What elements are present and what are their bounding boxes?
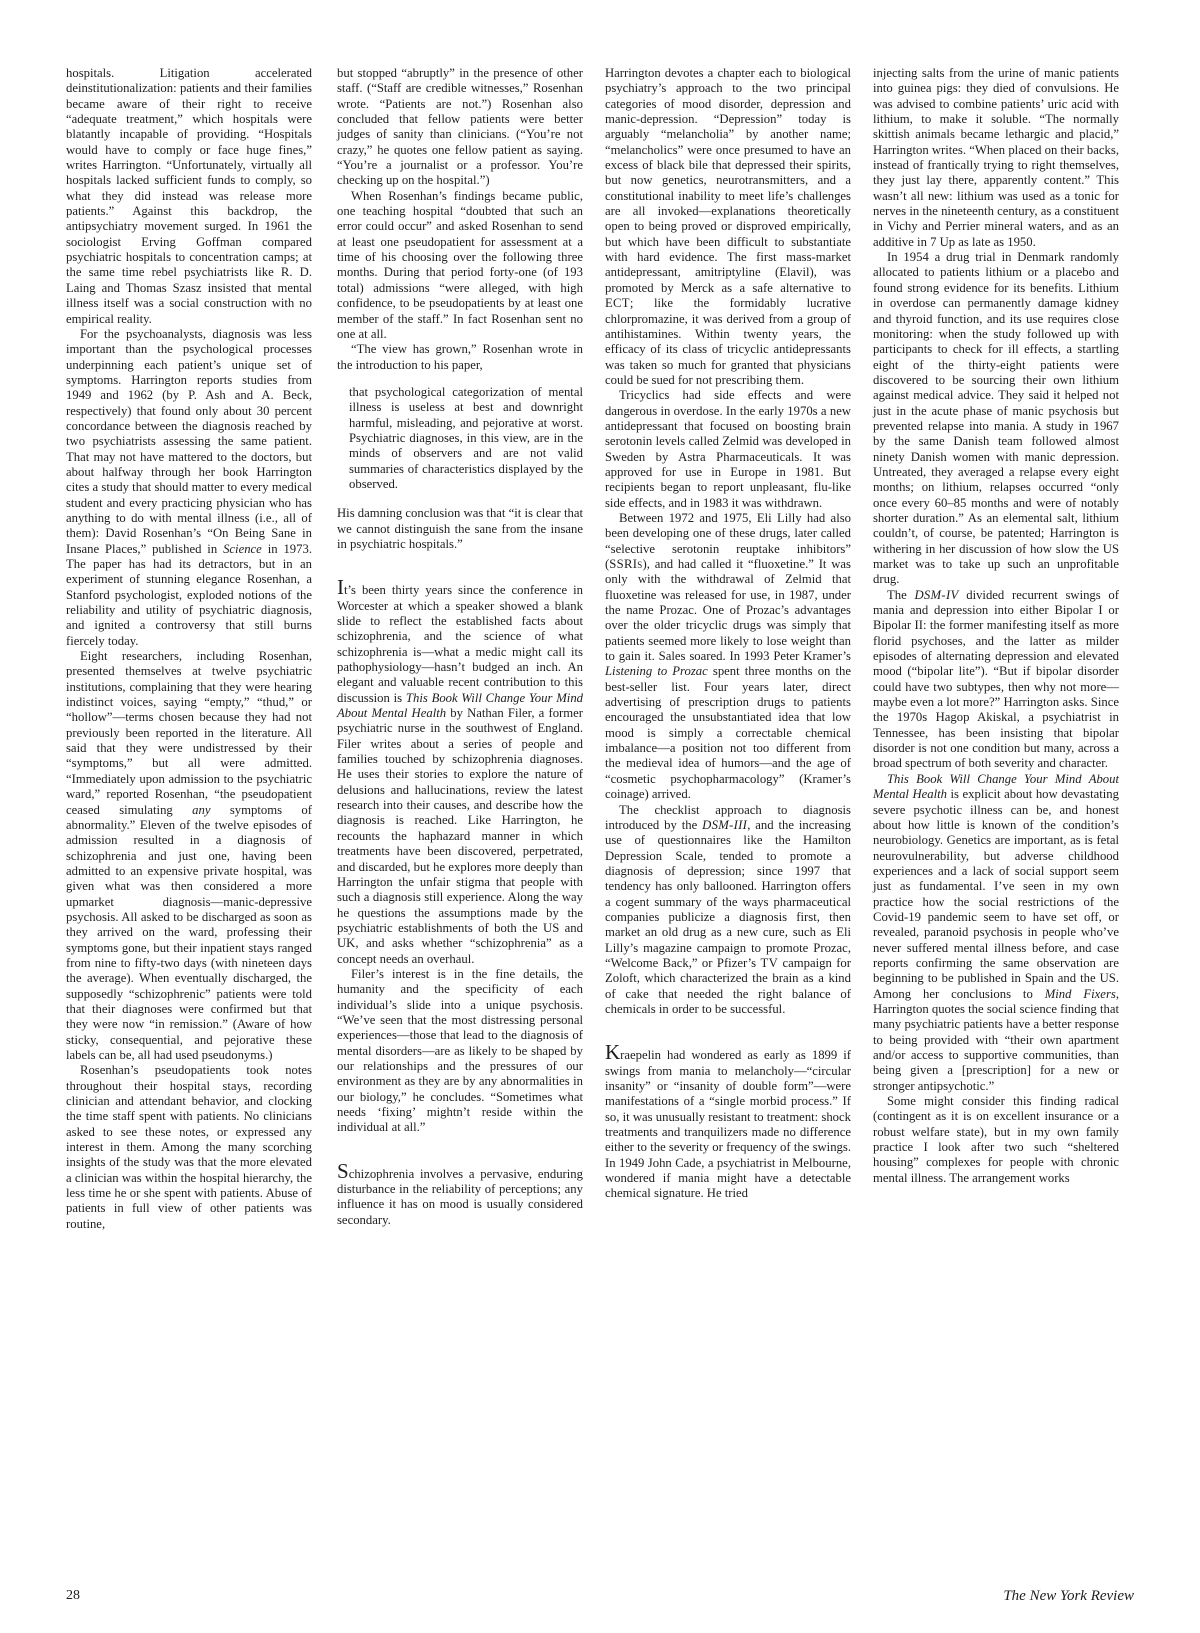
section-break bbox=[337, 1136, 583, 1164]
section-opening-paragraph: Schizophrenia involves a pervasive, enduring disturbance in the reliability of perceptions; any influence it has on mood is usually considered secondary. bbox=[337, 1158, 583, 1227]
text-column-2 bbox=[337, 66, 583, 1228]
block-quote: that psychological categorization of mental illness is useless at best and downright harmful, misleading, and pejorative at worst. Psychiatric diagnoses, in this view, are in the minds of observers and are not valid summaries of characteristics displayed by the observed. bbox=[349, 384, 583, 491]
text-column-1 bbox=[66, 66, 312, 1232]
paragraph: hospitals. Litigation accelerated deinstitutionalization: patients and their families became aware of their right to receive “adequate treatment,” which hospitals were blatantly incapable of providing. “Hospitals would have to comply or face huge fines,” writes Harrington. “Unfortunately, virtually all hospitals lacked sufficient funds to comply, so what they did instead was release more patients.” Against this backdrop, the antipsychiatry movement surged. In 1961 the sociologist Erving Goffman compared psychiatric hospitals to concentration camps; at the same time rebel psychiatrists like R. D. Laing and Thomas Szasz insisted that mental illness itself was a social construction with no empirical reality. bbox=[66, 66, 312, 326]
text-column-3 bbox=[605, 66, 851, 1202]
paragraph: Eight researchers, including Rosenhan, presented themselves at twelve psychiatric institutions, complaining that they were hearing indistinct voices, saying “empty,” “thud,” or “hollow”—terms chosen because they had not previously been reported in the literature. All said that they were undistressed by their “symptoms,” but all were admitted. “Immediately upon admission to the psychiatric ward,” reported Rosenhan, “the pseudopatient ceased simulating any symptoms of abnormality.” Eleven of the twelve episodes of admission resulted in a diagnosis of schizophrenia and just one, having been admitted to an expensive private hospital, was given what was then considered a more upmarket diagnosis—manic-depressive psychosis. All asked to be discharged as soon as they arrived on the ward, professing their symptoms gone, but their inpatient stays ranged from nine to fifty-two days (with nineteen days the average). When eventually discharged, the supposedly “schizophrenic” patients were told that their diagnoses were confirmed but that they were now “in remission.” (Aware of how sticky, consequential, and pejorative these labels can be, all had used pseudonyms.) bbox=[66, 649, 312, 1062]
paragraph: Tricyclics had side effects and were dangerous in overdose. In the early 1970s a new antidepressant that focused on boosting brain serotonin levels called Zelmid was developed in Sweden by Astra Pharmaceuticals. It was approved for use in Europe in 1981. But recipients began to report unpleasant, flu-like side effects, and in 1983 it was withdrawn. bbox=[605, 388, 851, 510]
paragraph: When Rosenhan’s findings became public, one teaching hospital “doubted that such an error could occur” and asked Rosenhan to send at least one pseudopatient for assessment at a time of his choosing over the following three months. During that period forty-one (of 193 total) admissions “were alleged, with high confidence, to be pseudopatients by at least one member of the staff.” In fact Rosenhan sent no one at all. bbox=[337, 188, 583, 341]
drop-initial: S bbox=[337, 1158, 349, 1183]
paragraph: The DSM-IV divided recurrent swings of mania and depression into either Bipolar I or Bipolar II: the former manifesting itself as more florid psychoses, and the latter as milder episodes of alternating depression and elevated mood (“bipolar lite”). “But if bipolar disorder could have two subtypes, then why not more—maybe even a lot more?” Harrington asks. Since the 1970s Hagop Akiskal, a psychiatrist in Tennessee, has been insisting that bipolar disorder is not one condition but many, across a broad spectrum of both severity and character. bbox=[873, 587, 1119, 771]
page-number: 28 bbox=[66, 1588, 80, 1603]
paragraph: but stopped “abruptly” in the presence of other staff. (“Staff are credible witnesses,” Rosenhan wrote. “Patients are not.”) Rosenhan also concluded that fellow patients were better judges of sanity than clinicians. (“You’re not crazy,” he quotes one fellow patient as saying. “You’re a journalist or a professor. You’re checking up on the hospital.”) bbox=[337, 66, 583, 188]
paragraph: Rosenhan’s pseudopatients took notes throughout their hospital stays, recording clinician and attendant behavior, and clocking the time staff spent with patients. No clinicians asked to see these notes, or expressed any interest in them. Among the many scorching insights of the study was that the more elevated a clinician was within the hospital hierarchy, the less time he or she spent with patients. Abuse of patients in full view of other patients was routine, bbox=[66, 1063, 312, 1231]
publication-name: The New York Review bbox=[1003, 1588, 1134, 1604]
text-column-4 bbox=[873, 66, 1119, 1186]
paragraph: Between 1972 and 1975, Eli Lilly had also been developing one of these drugs, later called “selective serotonin reuptake inhibitors” (SSRIs), and had called it “fluoxetine.” It was only with the withdrawal of Zelmid that fluoxetine was released for use, in 1987, under the name Prozac. One of Prozac’s advantages over the older tricyclic drugs was simply that patients seemed more likely to lose weight than to gain it. Sales soared. In 1993 Peter Kramer’s Listening to Prozac spent three months on the best-seller list. Four years later, direct advertising of prescription drugs to patients encouraged the unsubstantiated idea that low mood is simply a correctable chemical imbalance—a position not too different from the medieval idea of humors—and the age of “cosmetic psychopharmacology” (Kramer’s coinage) arrived. bbox=[605, 510, 851, 802]
section-opening-paragraph: It’s been thirty years since the conference in Worcester at which a speaker showed a blank slide to reflect the established facts about schizophrenia, and the science of what schizophrenia is—what a medic might call its pathophysiology—hasn’t budged an inch. An elegant and valuable recent contribution to this discussion is This Book Will Change Your Mind About Mental Health by Nathan Filer, a former psychiatric nurse in the southwest of England. Filer writes about a series of people and families touched by schizophrenia diagnoses. He uses their stories to explore the nature of delusions and hallucinations, review the latest research into their causes, and describe how the diagnosis is reached. Like Harrington, he recounts the haphazard manner in which treatments have been discovered, perpetrated, and discarded, but he explores more deeply than Harrington the unfair stigma that people with such a diagnosis still experience. Along the way he questions the assumptions made by the psychiatric establishments of both the US and UK, and asks whether “schizophrenia” as a concept needs an overhaul. bbox=[337, 575, 584, 966]
paragraph: Some might consider this finding radical (contingent as it is on excellent insurance or a robust welfare state), but in my own family practice I look after two such “sheltered housing” complexes for people with chronic mental illness. The arrangement works bbox=[873, 1094, 1119, 1185]
paragraph: injecting salts from the urine of manic patients into guinea pigs: they died of convulsions. He was advised to combine patients’ uric acid with lithium, to make it soluble. “The normally skittish animals became lethargic and placid,” Harrington writes. “When placed on their backs, instead of frantically trying to right themselves, they just lay there, apparently content.” This wasn’t all new: lithium was used as a tonic for nerves in the nineteenth century, as a constituent in Vichy and Perrier mineral waters, and as an additive in 7 Up as late as 1950. bbox=[873, 66, 1119, 249]
paragraph: His damning conclusion was that “it is clear that we cannot distinguish the sane from the insane in psychiatric hospitals.” bbox=[337, 506, 583, 551]
paragraph: Filer’s interest is in the fine details, the humanity and the specificity of each individual’s slide into a unique psychosis. “We’ve seen that the most distressing personal experiences—those that lead to the diagnosis of mental disorders—are as likely to be shaped by our relationships and the pressures of our environment as they are by any abnormalities in our biology,” he concludes. “Sometimes what needs ‘fixing’ mightn’t reside within the individual at all.” bbox=[337, 966, 583, 1135]
page-footer bbox=[66, 1588, 1134, 1606]
paragraph: For the psychoanalysts, diagnosis was less important than the psychological processes underpinning each patient’s unique set of symptoms. Harrington reports studies from 1949 and 1962 (by P. Ash and A. Beck, respectively) that found only about 30 percent concordance between the diagnosis reached by two psychiatrists assessing the same patient. That may not have mattered to the doctors, but about halfway through her book Harrington cites a study that should matter to every medical student and every practicing physician who has anything to do with mental illness (i.e., all of them): David Rosenhan’s “On Being Sane in Insane Places,” published in Science in 1973. The paper has had its detractors, but in an experiment of stunning elegance Rosenhan, a Stanford psychologist, exploded notions of the reliability and utility of psychiatric diagnosis, and ignited a controversy that still burns fiercely today. bbox=[66, 326, 312, 648]
section-break bbox=[337, 552, 583, 580]
paragraph: This Book Will Change Your Mind About Mental Health is explicit about how devastating severe psychotic illness can be, and honest about how little is known of the condition’s neurobiology. Genetics are important, as is fetal neurovulnerability, but adverse childhood experiences and a lack of social support seem just as fundamental. I’ve seen in my own practice how the social restrictions of the Covid-19 pandemic seem to have set off, or revealed, paranoid psychosis in people who’ve never suffered mental illness before, and case reports confirming the same observation are beginning to be published in Spain and the US. Among her conclusions to Mind Fixers, Harrington quotes the social science finding that many psychiatric patients have a better response to being provided with “their own apartment and/or access to supportive communities, than being given a [prescription] for a new or stronger antipsychotic.” bbox=[873, 771, 1119, 1093]
paragraph: The checklist approach to diagnosis introduced by the DSM-III, and the increasing use of questionnaires like the Hamilton Depression Scale, tended to promote a diagnosis of depression; since 1997 that tendency has only ballooned. Harrington offers a cogent summary of the ways pharmaceutical companies publicize a diagnosis first, then market an old drug as a new cure, such as Eli Lilly’s magazine campaign to promote Prozac, “Welcome Back,” or Pfizer’s TV campaign for Zoloft, which characterized the brain as a kind of cake that needed the right balance of chemicals in order to be successful. bbox=[605, 802, 851, 1016]
section-opening-paragraph: Kraepelin had wondered as early as 1899 if swings from mania to melancholy—“circular insanity” or “insanity of double form”—were manifestations of a “single morbid process.” If so, it was unusually resistant to treatment: shock treatments and tranquilizers made no difference either to the severity or frequency of the swings. In 1949 John Cade, a psychiatrist in Melbourne, wondered if mania might have a detectable chemical signature. He tried bbox=[605, 1040, 851, 1201]
section-break bbox=[605, 1017, 851, 1045]
paragraph: In 1954 a drug trial in Denmark randomly allocated to patients lithium or a placebo and found strong evidence for its benefits. Lithium in overdose can permanently damage kidney and thyroid function, and its use requires close monitoring: when the study followed up with participants to check for ill effects, a startling eight of the thirty-eight patients were discovered to be sourcing their own lithium against medical advice. They said it helped not just in the acute phase of manic psychosis but prevented relapse into mania. A study in 1967 by the same Danish team followed almost ninety Danish women with manic depression. Untreated, they averaged a relapse every eight months; on lithium, relapses occurred “only once every 60–85 months and were of notably shorter duration.” As an elemental salt, lithium couldn’t, of course, be patented; Harrington is withering in her discussion of how slow the US market was to take up such an unprofitable drug. bbox=[873, 250, 1119, 587]
paragraph: “The view has grown,” Rosenhan wrote in the introduction to his paper, bbox=[337, 342, 583, 372]
drop-initial: I bbox=[337, 575, 344, 600]
paragraph: Harrington devotes a chapter each to biological psychiatry’s approach to the two principal categories of mood disorder, depression and manic-depression. “Depression” today is arguably “melancholia” by another name; “melancholics” were once presumed to have an excess of black bile that depressed their spirits, but now genetics, neurotransmitters, and a constitutional inability to meet life’s challenges are all invoked—explanations theoretically open to being proved or disproved empirically, but which have been difficult to substantiate with hard evidence. The first mass-market antidepressant, amitriptyline (Elavil), was promoted by Merck as a safe alternative to ECT; like the formidably lucrative chlorpromazine, it was derived from a group of antihistamines. Within twenty years, the efficacy of its class of tricyclic antidepressants was taken so much for granted that physicians could be sued for not prescribing them. bbox=[605, 66, 851, 387]
drop-initial: K bbox=[605, 1040, 621, 1065]
